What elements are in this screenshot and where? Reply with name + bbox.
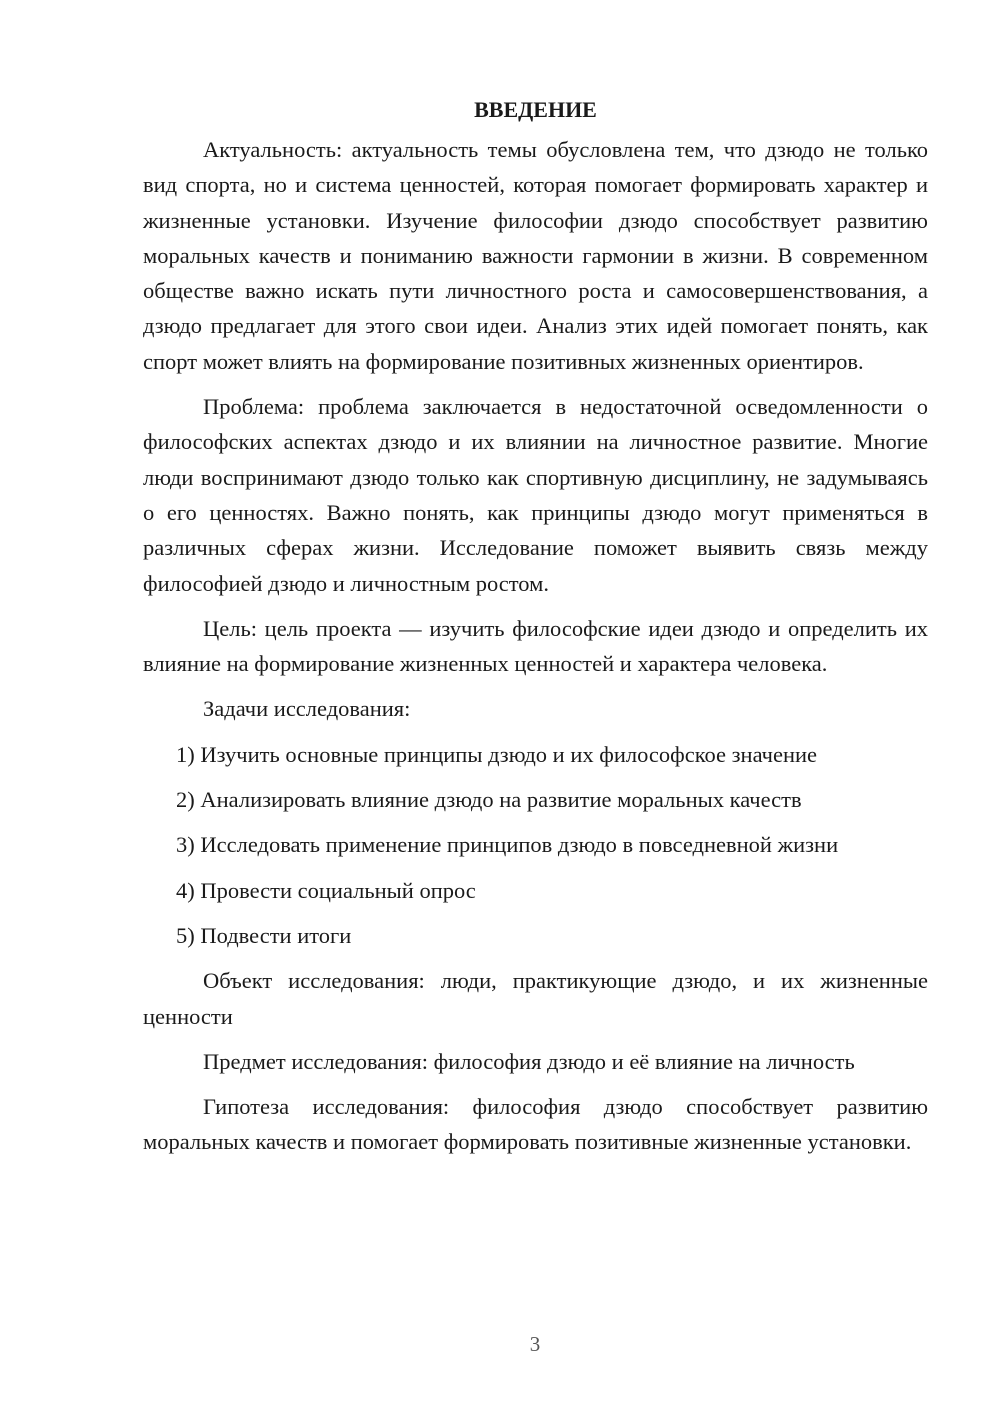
list-item: 5) Подвести итоги (176, 922, 352, 948)
list-item: 3) Исследовать применение принципов дзюдо в повседневной жизни (176, 832, 839, 858)
paragraph-problem: Проблема: проблема заключается в недостаточной осведомленности о философских аспектах дзюдо и их влиянии на личностное развитие. Многие люди воспринимают дзюдо только как спортивную дисциплину, не задумываясь о его ценностях. Важно понять, как принципы дзюдо могут применяться в различных сферах жизни. Исследование поможет выявить связь между философией дзюдо и личностным ростом. (143, 394, 928, 596)
paragraph-hypothesis: Гипотеза исследования: философия дзюдо способствует развитию моральных качеств и помогает формировать позитивные жизненные установки. (143, 1094, 928, 1155)
paragraph-relevance: Актуальность: актуальность темы обусловлена тем, что дзюдо не только вид спорта, но и система ценностей, которая помогает формировать характер и жизненные установки. Изучение философии дзюдо способствует развитию моральных качеств и пониманию важности гармонии в жизни. В современном обществе важно искать пути личностного роста и самосовершенствования, а дзюдо предлагает для этого свои идеи. Анализ этих идей помогает понять, как спорт может влиять на формирование позитивных жизненных ориентиров. (143, 137, 928, 374)
paragraph-object: Объект исследования: люди, практикующие дзюдо, и их жизненные ценности (143, 968, 928, 1029)
paragraph-subject: Предмет исследования: философия дзюдо и её влияние на личность (203, 1048, 855, 1074)
list-item: 4) Провести социальный опрос (176, 877, 476, 903)
list-item: 1) Изучить основные принципы дзюдо и их философское значение (176, 741, 818, 767)
tasks-heading: Задачи исследования: (203, 696, 411, 722)
document-page (143, 92, 928, 1170)
section-title: ВВЕДЕНИЕ (474, 97, 597, 122)
page-number: 3 (529, 1332, 541, 1356)
list-item: 2) Анализировать влияние дзюдо на развитие моральных качеств (176, 787, 802, 813)
tasks-list (143, 737, 928, 953)
paragraph-goal: Цель: цель проекта — изучить философские идеи дзюдо и определить их влияние на формирование жизненных ценностей и характера человека. (143, 615, 928, 677)
